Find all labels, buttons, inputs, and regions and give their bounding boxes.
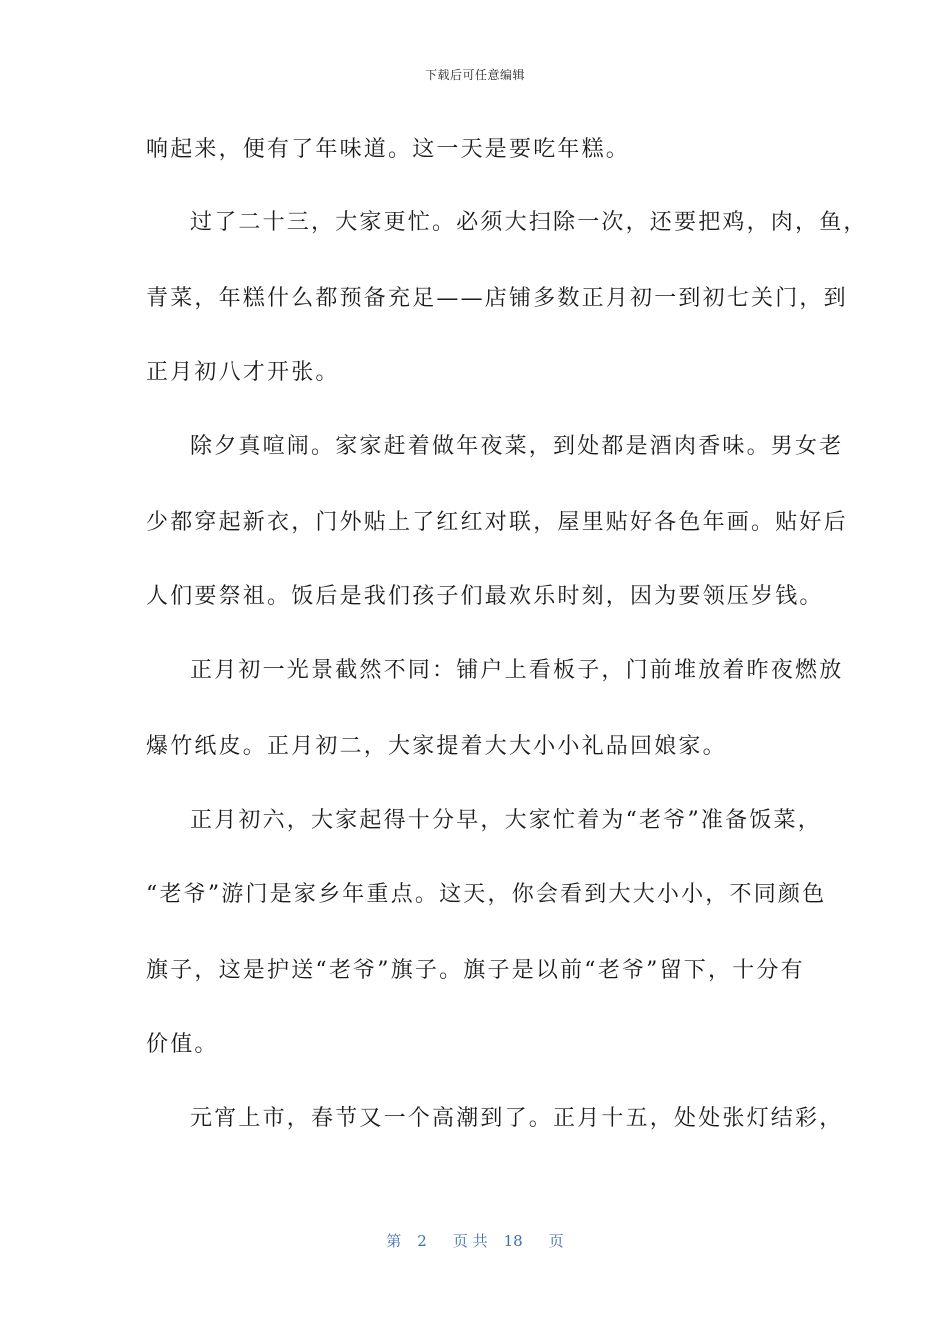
body-line: 过了二十三，大家更忙。必须大扫除一次，还要把鸡，肉，鱼， <box>190 210 868 235</box>
body-line: 爆竹纸皮。正月初二，大家提着大大小小礼品回娘家。 <box>146 734 727 759</box>
footer-middle: 页 共 <box>452 1232 488 1250</box>
page-header: 下载后可任意编辑 <box>424 68 525 82</box>
body-line: 青菜，年糕什么都预备充足——店铺多数正月初一到初七关门，到 <box>146 286 848 311</box>
body-line: 正月初六，大家起得十分早，大家忙着为“老爷”准备饭菜， <box>190 808 822 833</box>
body-line: 元宵上市，春节又一个高潮到了。正月十五，处处张灯结彩， <box>190 1106 844 1131</box>
footer-suffix: 页 <box>548 1232 564 1250</box>
body-line: 少都穿起新衣，门外贴上了红红对联，屋里贴好各色年画。贴好后 <box>146 510 848 535</box>
body-line: 价值。 <box>146 1032 219 1057</box>
footer-total-pages: 18 <box>503 1232 523 1250</box>
body-line: 旗子，这是护送“老爷”旗子。旗子是以前“老爷”留下，十分有 <box>146 958 805 983</box>
page-footer <box>0 1230 950 1251</box>
body-line: 人们要祭祖。饭后是我们孩子们最欢乐时刻，因为要领压岁钱。 <box>146 584 824 609</box>
body-line: “老爷”游门是家乡年重点。这天，你会看到大大小小，不同颜色 <box>146 882 827 907</box>
footer-prefix: 第 <box>386 1232 402 1250</box>
footer-page-number: 2 <box>417 1232 427 1250</box>
body-line: 正月初八才开张。 <box>146 360 340 385</box>
body-line: 正月初一光景截然不同：铺户上看板子，门前堆放着昨夜燃放 <box>190 658 844 683</box>
body-line: 响起来，便有了年味道。这一天是要吃年糕。 <box>146 137 631 162</box>
body-line: 除夕真喧闹。家家赶着做年夜菜，到处都是酒肉香味。男女老 <box>190 434 844 459</box>
